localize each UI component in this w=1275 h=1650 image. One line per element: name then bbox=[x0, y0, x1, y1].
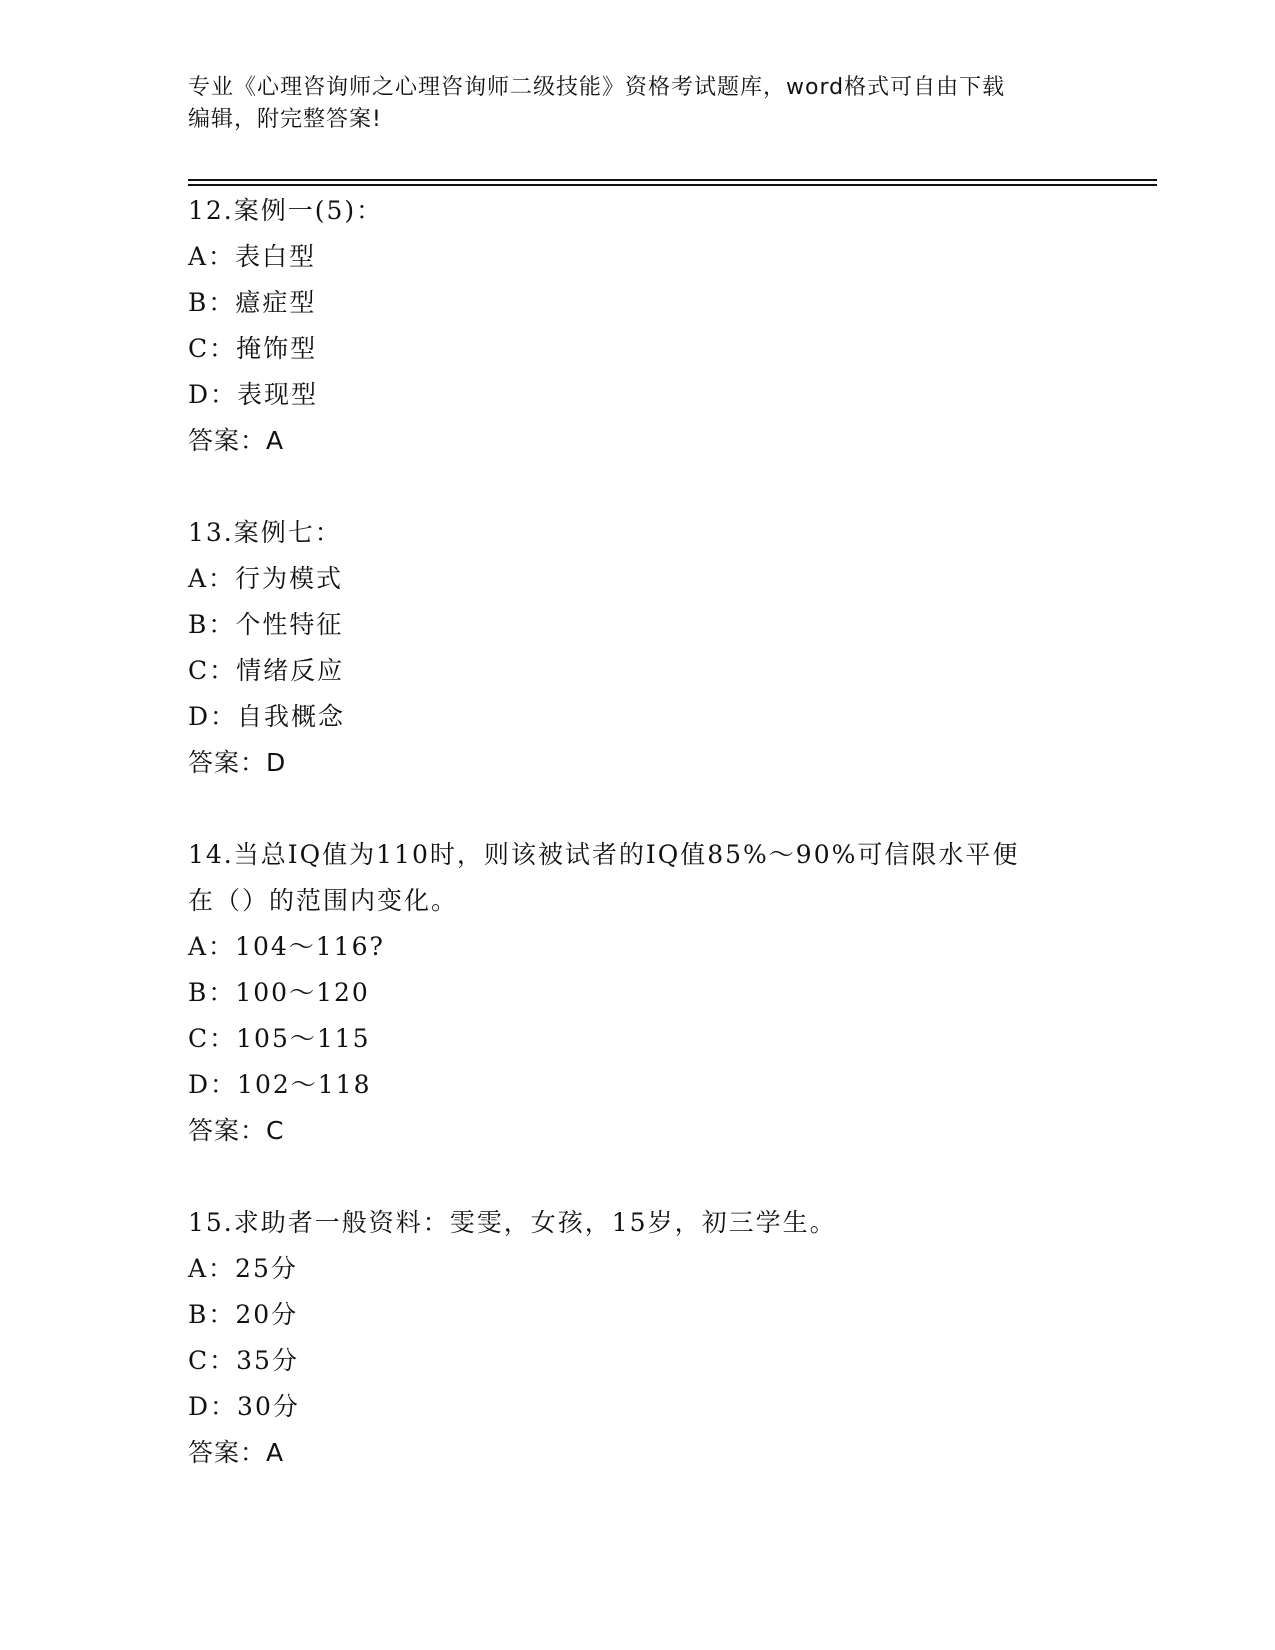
question-stem-line-2: 在（）的范围内变化。 bbox=[188, 886, 459, 915]
question-12 bbox=[188, 188, 1118, 464]
header-line-2: 编辑，附完整答案! bbox=[188, 107, 382, 132]
question-stem: 15.求助者一般资料：雯雯，女孩，15岁，初三学生。 bbox=[188, 1208, 837, 1237]
answer-label: 答案：D bbox=[188, 748, 287, 777]
question-14 bbox=[188, 832, 1118, 1154]
question-stem: 12.案例一(5)： bbox=[188, 196, 384, 225]
option-b: B：个性特征 bbox=[188, 610, 344, 639]
answer-label: 答案：C bbox=[188, 1116, 285, 1145]
option-a: A：行为模式 bbox=[188, 564, 344, 593]
option-c: C：情绪反应 bbox=[188, 656, 345, 685]
question-stem-line-1: 14.当总IQ值为110时，则该被试者的IQ值85%～90%可信限水平便 bbox=[188, 840, 1020, 869]
option-b: B：100～120 bbox=[188, 978, 370, 1007]
question-13 bbox=[188, 510, 1118, 786]
question-list bbox=[188, 188, 1118, 1522]
option-b: B：20分 bbox=[188, 1300, 299, 1329]
option-c: C：105～115 bbox=[188, 1024, 371, 1053]
option-a: A：25分 bbox=[188, 1254, 298, 1283]
option-a: A：表白型 bbox=[188, 242, 317, 271]
option-c: C：35分 bbox=[188, 1346, 299, 1375]
option-d: D：102～118 bbox=[188, 1070, 372, 1099]
header-line-1: 专业《心理咨询师之心理咨询师二级技能》资格考试题库，word格式可自由下载 bbox=[188, 75, 1006, 100]
document-header bbox=[188, 72, 1068, 136]
header-divider-top bbox=[188, 179, 1157, 181]
option-d: D：30分 bbox=[188, 1392, 300, 1421]
question-15 bbox=[188, 1200, 1118, 1476]
header-divider-bottom bbox=[188, 184, 1157, 186]
option-d: D：表现型 bbox=[188, 380, 319, 409]
option-c: C：掩饰型 bbox=[188, 334, 318, 363]
answer-label: 答案：A bbox=[188, 426, 285, 455]
question-stem: 13.案例七： bbox=[188, 518, 342, 547]
option-d: D：自我概念 bbox=[188, 702, 346, 731]
answer-label: 答案：A bbox=[188, 1438, 285, 1467]
option-b: B：癔症型 bbox=[188, 288, 317, 317]
option-a: A：104～116? bbox=[188, 932, 385, 961]
